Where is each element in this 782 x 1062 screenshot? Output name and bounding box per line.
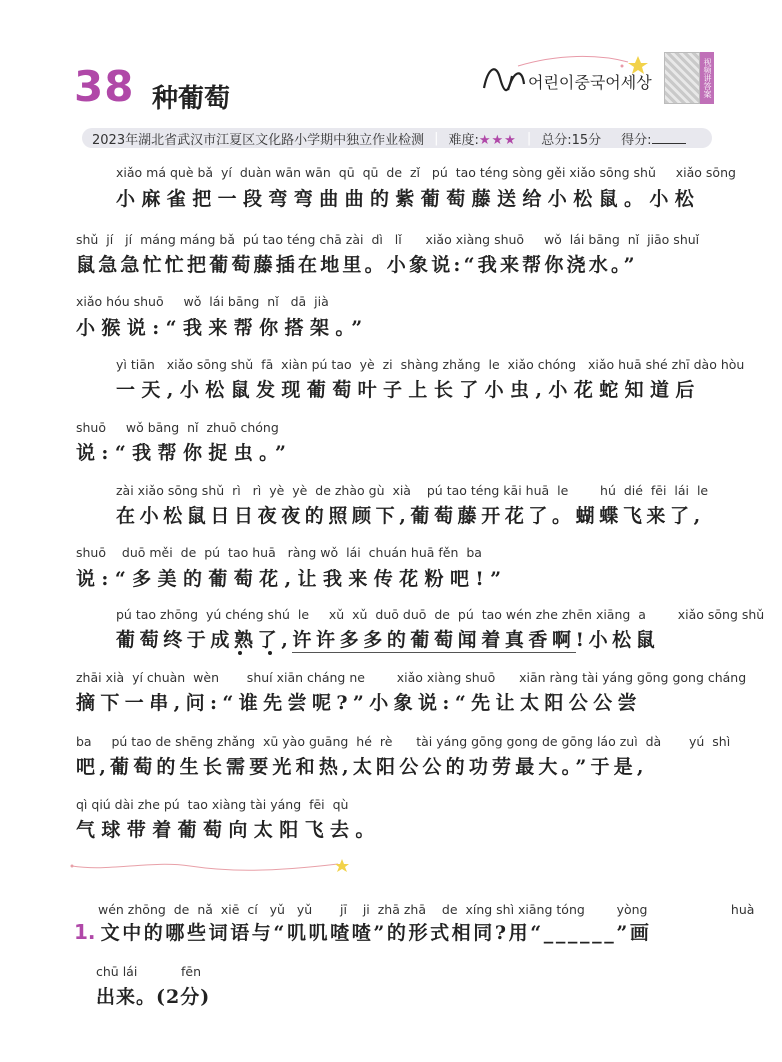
lesson-number: 38 (74, 62, 135, 111)
score-field (611, 129, 695, 148)
question-1 (74, 918, 651, 945)
passage-pinyin-7: shuō duō měi de pú tao huā ràng wǒ lái chuán huā fěn ba (76, 545, 482, 560)
passage-pinyin-5: shuō wǒ bāng nǐ zhuō chóng (76, 420, 279, 435)
source-text: 2023年湖北省武汉市江夏区文化路小学期中独立作业检测 (92, 132, 425, 148)
passage-pinyin-10: ba pú tao de shēng zhǎng xū yào guāng hé rè tài yáng gōng gong de gōng láo zuì dà yú shì (76, 734, 731, 749)
passage-pinyin-6: zài xiǎo sōng shǔ rì rì yè yè de zhào gù xià pú tao téng kāi huā le hú dié fēi lái le (116, 483, 709, 498)
total-score: 总分:15分 (541, 132, 602, 148)
underlined-phrase: 许许多多的葡萄闻着真香啊 (292, 629, 576, 651)
svg-text:어린이중국어세상: 어린이중국어세상 (528, 73, 652, 92)
lesson-title: 种葡萄 (152, 84, 231, 114)
text-8a: 葡萄终于成熟了, (116, 629, 293, 651)
passage-text-3: 小猴说:“我来帮你搭架。” (76, 317, 369, 339)
passage-text-5: 说:“我帮你捉虫。” (76, 442, 293, 464)
passage-pinyin-9: zhāi xià yí chuàn wèn shuí xiān cháng ne xiǎo xiàng shuō xiān ràng tài yáng gōng gong cháng (76, 670, 747, 685)
brand-logo (478, 48, 668, 108)
question-pinyin-2: chū lái fēn (96, 964, 202, 979)
passage-text-7: 说:“多美的葡萄花,让我来传花粉吧!” (76, 568, 508, 590)
question-text-1: 文中的哪些词语与“叽叽喳喳”的形式相同?用“______”画 (100, 922, 652, 944)
passage-pinyin-2: shǔ jí jí máng máng bǎ pú tao téng chā zài dì lǐ xiǎo xiàng shuō wǒ lái bāng nǐ jiāo shuǐ (76, 232, 700, 247)
question-number: 1. (74, 920, 96, 944)
passage-text-10: 吧,葡萄的生长需要光和热,太阳公公的功劳最大。”于是, (76, 756, 648, 778)
difficulty-label: 难度: (448, 132, 479, 148)
text-8c: !小松鼠 (575, 629, 660, 651)
info-bar: 2023年湖北省武汉市江夏区文化路小学期中独立作业检测 | 难度:★★★ | 总分:15分 得分: (82, 128, 712, 148)
passage-text-11: 气球带着葡萄向太阳飞去。 (76, 819, 381, 841)
passage-pinyin-11: qì qiú dài zhe pú tao xiàng tài yáng fēi qù (76, 797, 349, 812)
difficulty-stars: ★★★ (478, 132, 517, 148)
emphasis-dot (238, 651, 242, 655)
emphasis-dot (268, 651, 272, 655)
passage-text-1: 小麻雀把一段弯弯曲曲的紫葡萄藤送给小松鼠。小松 (116, 188, 701, 210)
decorative-divider (70, 858, 350, 874)
passage-text-4: 一天,小松鼠发现葡萄叶子上长了小虫,小花蛇知道后 (116, 379, 701, 401)
passage-text-9: 摘下一串,问:“谁先尝呢?”小象说:“先让太阳公公尝 (76, 692, 642, 714)
difficulty (438, 129, 526, 148)
question-pinyin-1: wén zhōng de nǎ xiē cí yǔ yǔ jī ji zhā zhā de xíng shì xiāng tóng yòng huà (98, 902, 755, 917)
passage-pinyin-8: pú tao zhōng yú chéng shú le xǔ xǔ duō duō de pú tao wén zhe zhēn xiāng a xiǎo sōng shǔ (116, 607, 765, 622)
passage-pinyin-4: yì tiān xiǎo sōng shǔ fā xiàn pú tao yè zi shàng zhǎng le xiǎo chóng xiǎo huā shé zhī dào hòu (116, 357, 745, 372)
passage-text-6: 在小松鼠日日夜夜的照顾下,葡萄藤开花了。蝴蝶飞来了, (116, 505, 705, 527)
passage-text-8 (116, 625, 659, 652)
score-label: 得分: (621, 132, 652, 148)
passage-pinyin-3: xiǎo hóu shuō wǒ lái bāng nǐ dā jià (76, 294, 329, 309)
video-answer-tab[interactable]: 视频讲答案 (700, 52, 714, 104)
passage-pinyin-1: xiǎo má què bǎ yí duàn wān wān qū qū de zǐ pú tao téng sòng gěi xiǎo sōng shǔ xiǎo sōng (116, 165, 736, 180)
passage-text-2: 鼠急急忙忙把葡萄藤插在地里。小象说:“我来帮你浇水。” (76, 254, 638, 276)
qr-code[interactable] (664, 52, 700, 104)
score-blank[interactable] (652, 131, 686, 144)
question-text-2: 出来。(2分) (96, 986, 211, 1008)
